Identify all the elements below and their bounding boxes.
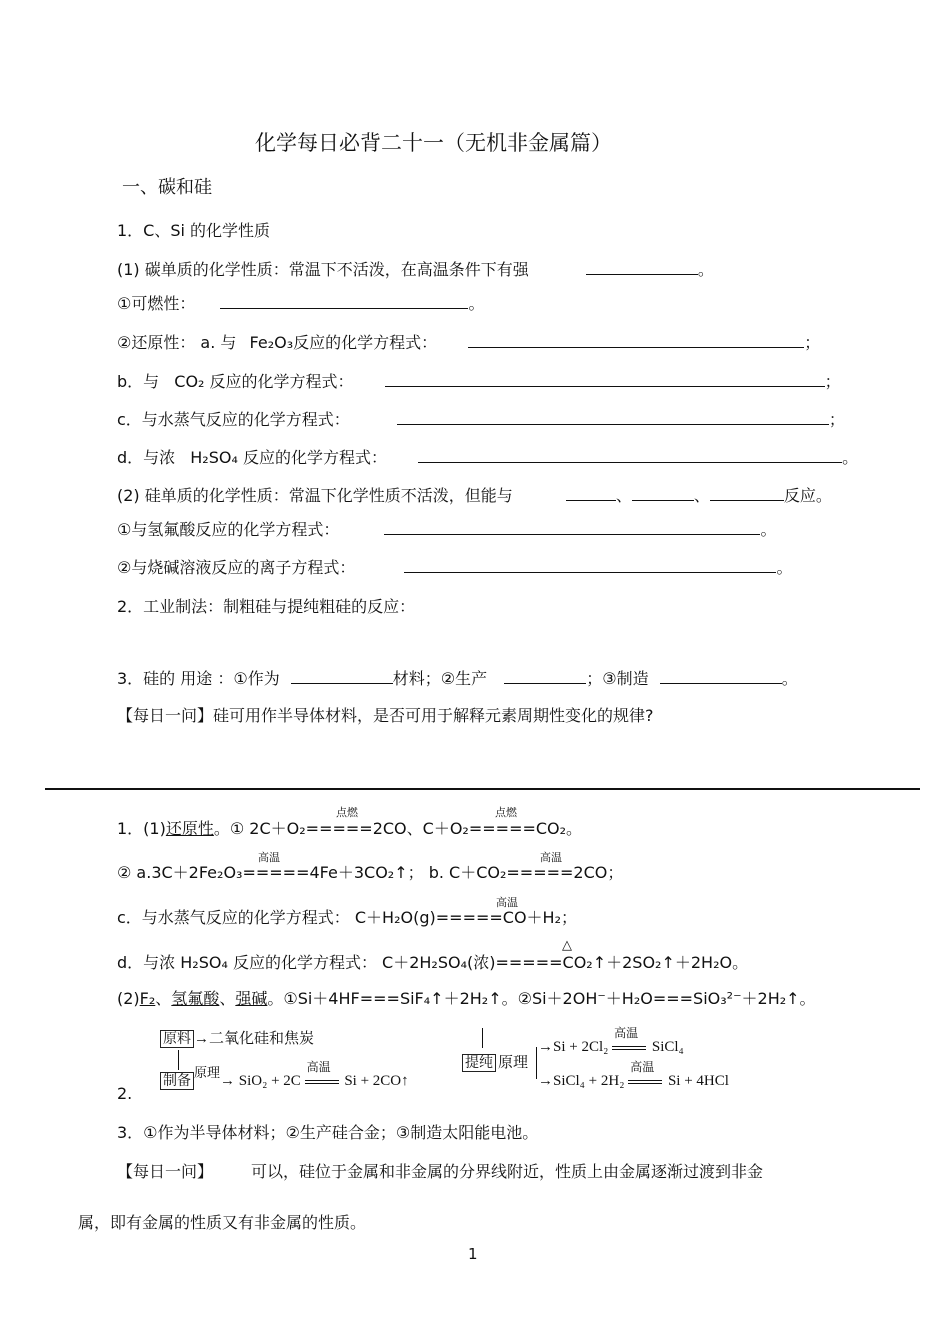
answer-2-number: 2. <box>117 1084 133 1103</box>
purification-box-row: 提纯 原理 <box>462 1052 528 1074</box>
answer-blank[interactable] <box>504 669 586 684</box>
arrow-icon: → <box>220 1073 236 1089</box>
equals-sign: ===== <box>506 863 574 882</box>
answer-blank[interactable] <box>404 558 776 573</box>
connector-line <box>482 1028 483 1048</box>
preparation-diagram <box>158 1026 448 1096</box>
high-temp-equals: 高温 <box>612 1036 648 1058</box>
answer-blank[interactable] <box>220 294 468 309</box>
question-silicon-naoh: ②与烧碱溶液反应的离子方程式： 。 <box>117 558 793 577</box>
condition-high-temp: 高温 <box>258 851 280 864</box>
arrow-icon: → <box>538 1073 553 1089</box>
condition-ignite: 点燃 <box>495 806 517 819</box>
question-1-heading: 1．C、Si 的化学性质 <box>117 221 271 240</box>
answer-blank[interactable] <box>418 448 842 463</box>
daily-answer-line1: 【每日一问】 可以，硅位于金属和非金属的分界线附近，性质上由金属逐渐过渡到非金 <box>117 1162 764 1181</box>
purification-step-1: →Si + 2Cl₂ 高温 SiCl₄ <box>538 1036 684 1058</box>
page-title: 化学每日必背二十一（无机非金属篇） <box>255 131 612 155</box>
answer-blank[interactable] <box>586 260 698 275</box>
question-industrial-method: 2．工业制法：制粗硅与提纯粗硅的反应： <box>117 597 416 616</box>
answer-blank[interactable] <box>468 333 804 348</box>
answer-blank[interactable] <box>632 486 694 501</box>
question-reducibility-b: b．与 CO₂ 反应的化学方程式： ； <box>117 372 841 391</box>
daily-question: 【每日一问】硅可用作半导体材料，是否可用于解释元素周期性变化的规律? <box>117 706 654 725</box>
question-reducibility-c: c．与水蒸气反应的化学方程式： ； <box>117 410 845 429</box>
answer-blank[interactable] <box>710 486 784 501</box>
section-divider <box>45 788 920 790</box>
question-silicon-uses: 3．硅的 用途 ：①作为 材料；②生产 ；③制造 。 <box>117 669 798 688</box>
raw-material-row: 原料 →二氧化硅和焦炭 <box>160 1028 314 1050</box>
answer-blank[interactable] <box>291 669 393 684</box>
raw-material-box: 原料 <box>160 1030 194 1048</box>
answer-blank[interactable] <box>397 410 829 425</box>
answer-1-line4: d．与浓 H₂SO₄ 反应的化学方程式： C＋2H₂SO₄(浓)=====CO₂↑＋2SO₂↑＋2H₂O。 <box>117 953 749 972</box>
question-silicon-properties: (2) 硅单质的化学性质：常温下化学性质不活泼，但能与 、 、 反应。 <box>117 486 832 505</box>
purification-box: 提纯 <box>462 1054 496 1072</box>
page-number: 1 <box>468 1245 478 1263</box>
answer-1-line1: 1．(1)还原性。① 2C＋O₂=====2CO、C＋O₂=====CO₂。 <box>117 819 583 838</box>
question-carbon-properties: (1) 碳单质的化学性质：常温下不活泼，在高温条件下有强 。 <box>117 260 714 279</box>
equals-sign: ===== <box>305 819 373 838</box>
question-combustibility: ①可燃性： 。 <box>117 294 485 313</box>
connector-line <box>178 1050 179 1070</box>
answer-blank[interactable] <box>385 372 825 387</box>
high-temp-equals: 高温 <box>628 1070 664 1092</box>
high-temp-equals: 高温 <box>305 1070 341 1092</box>
answer-3: 3．①作为半导体材料；②生产硅合金；③制造太阳能电池。 <box>117 1123 539 1142</box>
purification-diagram <box>460 1026 790 1096</box>
purification-step-2: →SiCl₄ + 2H₂ 高温 Si + 4HCl <box>538 1070 729 1092</box>
condition-ignite: 点燃 <box>336 806 358 819</box>
answer-blank[interactable] <box>660 669 782 684</box>
equals-sign: ===== <box>435 908 503 927</box>
condition-high-temp: 高温 <box>496 896 518 909</box>
answer-1-line2: ② a.3C＋2Fe₂O₃=====4Fe＋3CO₂↑； b. C＋CO₂=====2CO； <box>117 863 624 882</box>
answer-blank[interactable] <box>566 486 616 501</box>
question-silicon-hf: ①与氢氟酸反应的化学方程式： 。 <box>117 520 777 539</box>
answer-1-line5: (2)F₂、氢氟酸、强碱。①Si＋4HF===SiF₄↑＋2H₂↑。②Si＋2OH⁻＋H₂O===SiO₃²⁻＋2H₂↑。 <box>117 989 816 1008</box>
answer-1-line3: c．与水蒸气反应的化学方程式： C＋H₂O(g)=====CO＋H₂； <box>117 908 577 927</box>
condition-heat: △ <box>562 938 572 953</box>
question-reducibility-a: ②还原性： a. 与 Fe₂O₃反应的化学方程式： ； <box>117 333 821 352</box>
section-heading: 一、碳和硅 <box>122 177 212 198</box>
arrow-icon: → <box>538 1039 553 1055</box>
question-reducibility-d: d．与浓 H₂SO₄ 反应的化学方程式： 。 <box>117 448 859 467</box>
preparation-box: 制备 <box>160 1072 194 1090</box>
daily-answer-line2: 属，即有金属的性质又有非金属的性质。 <box>78 1213 367 1232</box>
condition-high-temp: 高温 <box>540 851 562 864</box>
answer-blank[interactable] <box>384 520 760 535</box>
preparation-row: 制备原理→ SiO₂ + 2C 高温 Si + 2CO↑ <box>160 1070 409 1092</box>
equals-sign: ===== <box>468 819 536 838</box>
equals-sign: ===== <box>242 863 310 882</box>
equals-sign: ===== <box>495 953 563 972</box>
